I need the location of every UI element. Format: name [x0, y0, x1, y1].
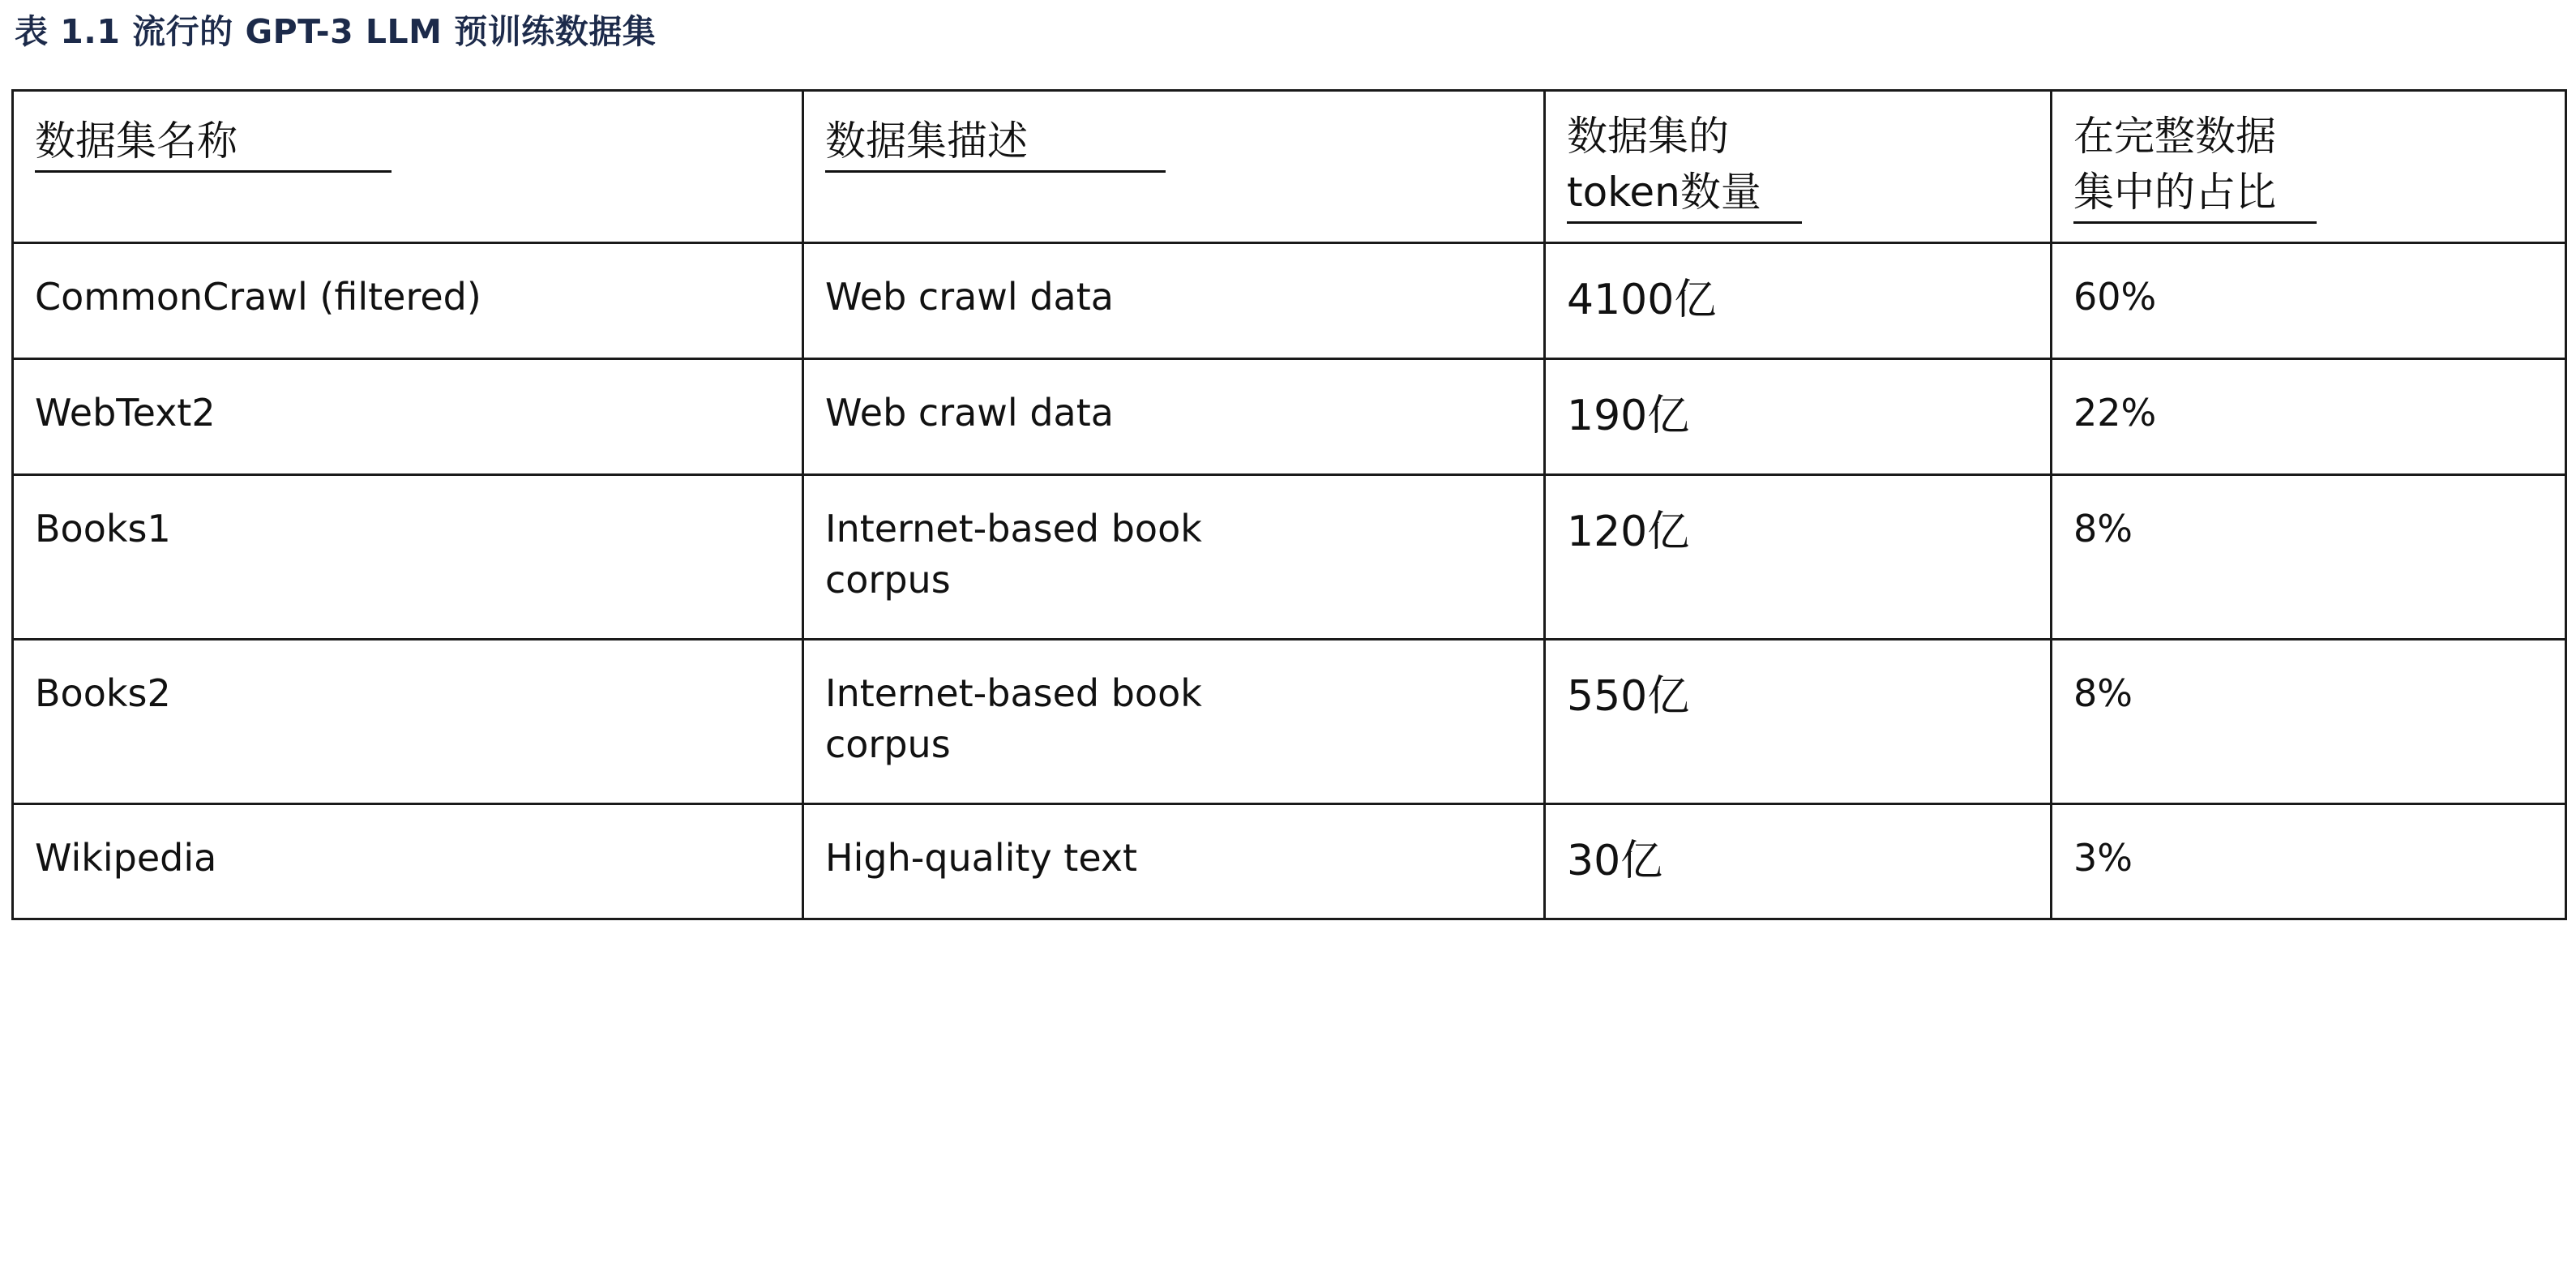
- column-header-share: [2052, 91, 2566, 243]
- cell-dataset-description: [803, 358, 1545, 474]
- column-header-token-count-line1: 数据集的: [1567, 113, 1729, 160]
- share-value: 22%: [2073, 390, 2157, 435]
- description-line-1: Internet-based book: [825, 506, 1202, 551]
- cell-dataset-name: [13, 639, 803, 803]
- description-line-1: Internet-based book: [825, 670, 1202, 715]
- dataset-description-value: [804, 244, 1543, 350]
- description-line-1: High-quality text: [825, 835, 1138, 880]
- cell-dataset-description: [803, 639, 1545, 803]
- table-caption: 表 1.1 流行的 GPT-3 LLM 预训练数据集: [15, 12, 657, 51]
- token-count-value: 30亿: [1567, 836, 1663, 885]
- cell-dataset-description: [803, 474, 1545, 639]
- description-line-2: corpus: [825, 557, 951, 602]
- table-row: [13, 358, 2566, 474]
- cell-share: [2052, 803, 2566, 919]
- dataset-name-value: CommonCrawl (filtered): [35, 275, 481, 319]
- cell-dataset-name: [13, 358, 803, 474]
- token-count-value: 550亿: [1567, 671, 1690, 721]
- dataset-name-value: Books2: [35, 670, 171, 715]
- cell-token-count: [1545, 358, 2052, 474]
- column-header-token-count-line2: token数量: [1567, 169, 1761, 216]
- cell-token-count: [1545, 639, 2052, 803]
- table-body: [13, 243, 2566, 919]
- column-header-dataset-name: [13, 91, 803, 243]
- token-count-value: 120亿: [1567, 507, 1690, 556]
- table-row: [13, 474, 2566, 639]
- cell-share: [2052, 639, 2566, 803]
- share-value: 8%: [2073, 506, 2133, 551]
- dataset-description-value: [804, 805, 1543, 911]
- dataset-name-value: Books1: [35, 506, 171, 551]
- description-line-1: Web crawl data: [825, 275, 1114, 319]
- description-line-1: Web crawl data: [825, 390, 1114, 435]
- column-header-dataset-name-label: 数据集名称: [35, 116, 392, 173]
- cell-dataset-description: [803, 243, 1545, 359]
- column-header-share-line1: 在完整数据: [2073, 113, 2276, 160]
- cell-token-count: [1545, 803, 2052, 919]
- cell-dataset-description: [803, 803, 1545, 919]
- table-row: [13, 639, 2566, 803]
- cell-dataset-name: [13, 803, 803, 919]
- description-line-2: corpus: [825, 722, 951, 766]
- column-header-dataset-description-label: 数据集描述: [825, 116, 1166, 173]
- share-value: 60%: [2073, 275, 2157, 319]
- cell-share: [2052, 358, 2566, 474]
- cell-share: [2052, 243, 2566, 359]
- cell-dataset-name: [13, 243, 803, 359]
- dataset-table: [11, 89, 2567, 920]
- table-header: [13, 91, 2566, 243]
- table-container: [11, 89, 2565, 920]
- column-header-dataset-description: [803, 91, 1545, 243]
- cell-token-count: [1545, 474, 2052, 639]
- dataset-description-value: [804, 476, 1543, 634]
- table-header-row: [13, 91, 2566, 243]
- column-header-share-line2: 集中的占比: [2073, 169, 2276, 216]
- token-count-value: 4100亿: [1567, 276, 1717, 324]
- table-row: [13, 243, 2566, 359]
- cell-token-count: [1545, 243, 2052, 359]
- dataset-description-value: [804, 360, 1543, 466]
- cell-share: [2052, 474, 2566, 639]
- share-value: 3%: [2073, 835, 2133, 880]
- cell-dataset-name: [13, 474, 803, 639]
- column-header-token-count: [1545, 91, 2052, 243]
- dataset-name-value: Wikipedia: [35, 835, 217, 880]
- table-row: [13, 803, 2566, 919]
- dataset-description-value: [804, 640, 1543, 799]
- dataset-name-value: WebText2: [35, 390, 216, 435]
- token-count-value: 190亿: [1567, 391, 1690, 440]
- share-value: 8%: [2073, 670, 2133, 715]
